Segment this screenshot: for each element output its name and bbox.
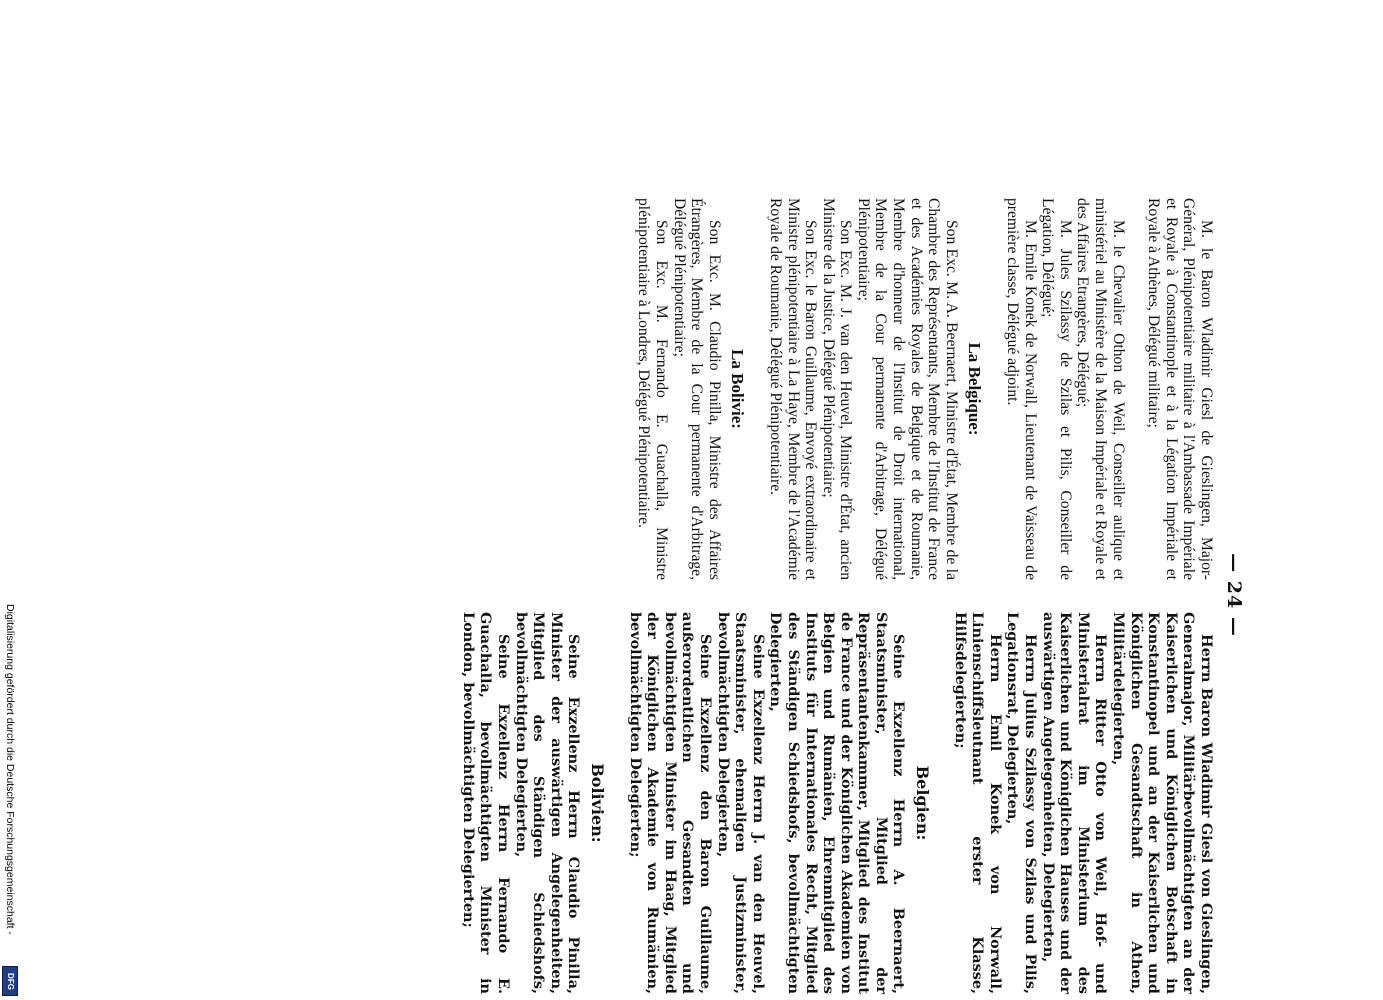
de-paragraph-szilassy: Herrn Julius Szilassy von Szilas und Pilis, Legationsrat, Delegierten, <box>1004 612 1040 994</box>
fr-paragraph-konek: M. Emile Konek de Norwall, Lieutenant de Vaisseau de première classe, Délégué adjoint. <box>1004 198 1039 580</box>
de-heading-bolivien: Bolivien: <box>588 763 607 843</box>
de-paragraph-guachalla: Seine Exzellenz Herrn Fernando E. Guachalla, bevollmächtigten Minister in London, bevollmächtigten Delegierten; <box>459 612 513 994</box>
dfg-logo-icon <box>2 966 18 996</box>
credit-text: Digitalisierung gefördert durch die Deutsche Forschungsgemeinschaft - <box>4 604 16 935</box>
french-column <box>635 198 1215 580</box>
de-heading-belgien: Belgien: <box>913 765 933 841</box>
dfg-logo-text: DFG <box>5 972 15 990</box>
fr-paragraph-guachalla: Son Exc. M. Fernando E. Guachalla, Ministre plénipotentiaire à Londres, Délégué Plénipotentiaire. <box>635 198 670 580</box>
fr-paragraph-szilassy: M. Jules Szilassy de Szilas et Pilis, Conseiller de Légation, Délégué; <box>1039 198 1074 580</box>
de-paragraph-weil: Herrn Ritter Otto von Weil, Hof- und Ministerialrat im Ministerium des Kaiserlichen und Königlichen Hauses und der auswärtigen Angelegenheiten, Delegierten, <box>1039 612 1110 994</box>
german-column <box>459 612 1215 994</box>
page-number: — 24 — <box>1223 553 1245 637</box>
de-paragraph-van-den-heuvel: Seine Exzellenz Herrn J. van den Heuvel, Staatsminister, ehemaligen Justizminister, bevollmächtigten Delegierten, <box>714 612 767 994</box>
de-paragraph-konek: Herrn Emil Konek von Norwall, Linienschiffsleutnant erster Klasse, Hilfsdelegierten; <box>951 612 1004 994</box>
fr-heading-belgique: La Belgique: <box>965 342 985 436</box>
de-paragraph-pinilla: Seine Exzellenz Herrn Claudio Pinilla, Minister der auswärtigen Angelegenheiten, Mitglied des Ständigen Schiedshofs, bevollmächtigten Delegierten, <box>512 612 583 994</box>
fr-paragraph-van-den-heuvel: Son Exc. M. J. van den Heuvel, Ministre d'État, ancien Ministre de la Justice, Délégué Plénipotentiaire; <box>819 198 855 580</box>
fr-paragraph-beernaert: Son Exc. M. A. Beernaert, Ministre d'État, Membre de la Chambre des Représentants, Membre de l'Institut de France et des Académies Royales de Belgique et de Roumanie, Membre d'honneur de l'Institut de Droit international, Membre de la Cour permanente d'Arbitrage, Délégué Plénipotentiaire; <box>854 198 960 580</box>
de-paragraph-giesl: Herrn Baron Wladimir Giesl von Gieslingen, Generalmajor, Militärbevollmächtigten an der Kaiserlichen und Königlichen Botschaft in Konstantinopel und an der Kaiserlichen und Königlichen Gesandtschaft in Athen, Militärdelegierten, <box>1110 612 1215 994</box>
fr-paragraph-guillaume: Son Exc. le Baron Guillaume, Envoyé extraordinaire et Ministre plénipotentiaire à La Haye, Membre de l'Académie Royale de Roumanie, Délégué Plénipotentiaire. <box>766 198 820 580</box>
digitization-credit <box>0 604 18 994</box>
fr-paragraph-weil: M. le Chevalier Othon de Weil, Conseiller aulique et ministériel au Ministère de la Maison Impériale et Royale et des Affaires Etrangères, Délégué; <box>1074 198 1127 580</box>
fr-heading-bolivie: La Bolivie: <box>728 349 748 429</box>
fr-paragraph-pinilla: Son Exc. M. Claudio Pinilla, Ministre des Affaires Étrangères, Membre de la Cour permanente d'Arbitrage, Délégué Plénipotentiaire; <box>670 198 723 580</box>
rotated-text-block <box>125 190 1245 1000</box>
de-paragraph-guillaume: Seine Exzellenz den Baron Guillaume, außerordentlichen Gesandten und bevollmächtigten Minister im Haag, Mitglied der Königlichen Akademie von Rumänien, bevollmächtigten Delegierten; <box>626 612 714 994</box>
de-paragraph-beernaert: Seine Exzellenz Herrn A. Beernaert, Staatsminister, Mitglied der Repräsentantenkammer, Mitglied des Institut de France und der Königlichen Akademien von Belgien und Rumänien, Ehrenmitglied des Instituts für Internationales Recht, Mitglied des Ständigen Schiedshofs, bevollmächtigten Delegierten, <box>767 612 908 994</box>
fr-paragraph-giesl: M. le Baron Wladimir Giesl de Gieslingen, Major-Général, Plénipotentiaire militaire à l'Ambassade Impériale et Royale à Constantinople et à la Légation Impériale et Royale à Athènes, Délégué militaire; <box>1145 198 1215 580</box>
